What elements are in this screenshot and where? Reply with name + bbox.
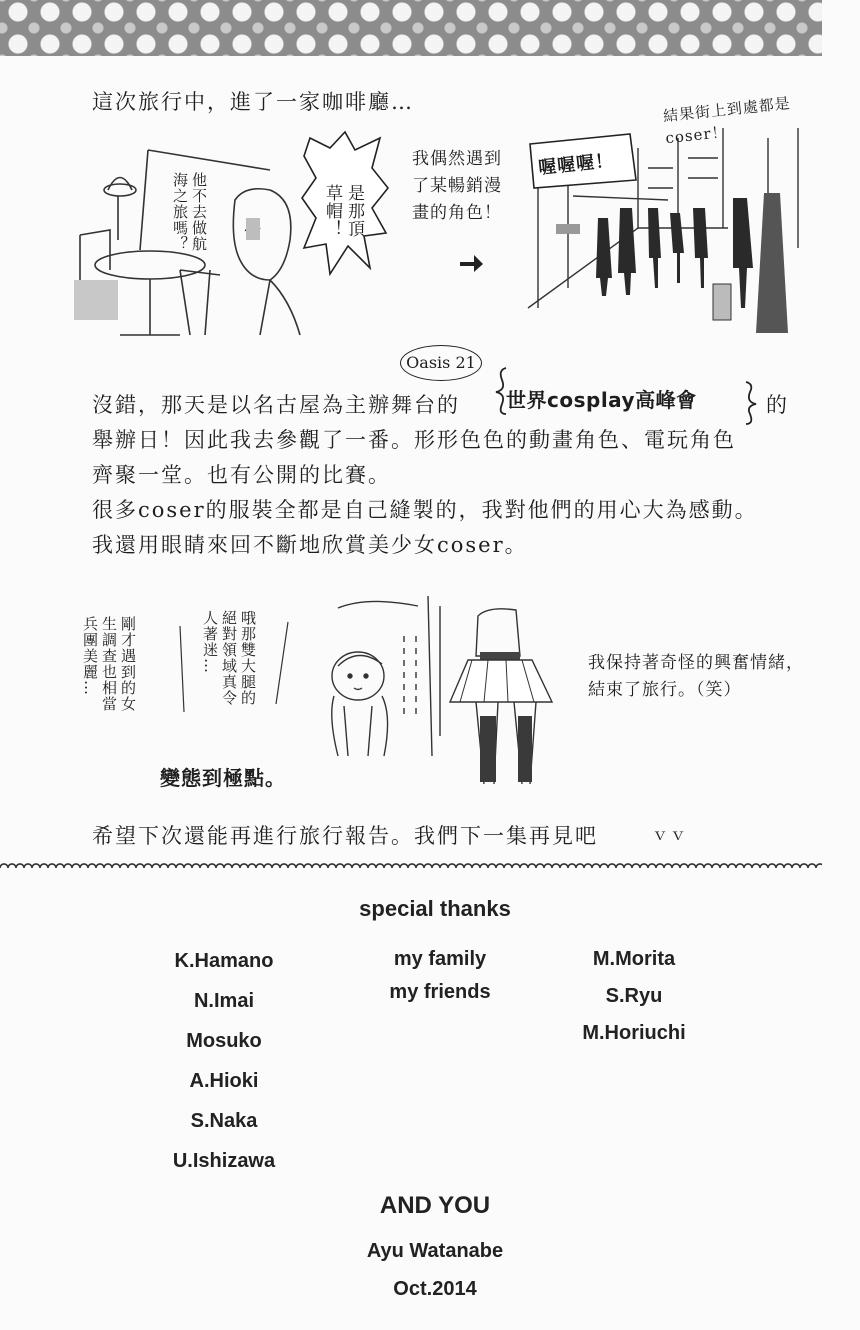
author-name: Ayu Watanabe [366, 1240, 504, 1262]
pervert-label: 變態到極點。 [160, 766, 286, 790]
paragraph-line-3: 齊聚一堂。也有公開的比賽。 [92, 463, 391, 487]
paragraph-line-1-start: 沒錯，那天是以名古屋為主辦舞台的 [92, 393, 460, 417]
credit-name: my friends [389, 981, 491, 1003]
speech-bubble-thighs: 哦那雙大腿的絕對領域真令人著迷… [201, 610, 257, 706]
credit-name: my family [393, 948, 487, 970]
credits-heading: special thanks [359, 896, 511, 921]
event-name: 世界cosplay高峰會 [506, 388, 697, 412]
paragraph-line-4: 很多coser的服裝全都是自己縫製的，我對他們的用心大為感動。 [92, 498, 758, 522]
wavy-divider [0, 860, 822, 870]
paragraph-line-5: 我還用眼睛來回不斷地欣賞美少女coser。 [92, 533, 528, 557]
intro-line: 這次旅行中，進了一家咖啡廳… [92, 90, 414, 114]
paragraph-line-1-end: 的 [766, 393, 789, 417]
speech-bubble-straw-hat: 是那頂草帽！ [322, 184, 364, 238]
fan-girl-illustration [308, 596, 558, 784]
credits-column-left [134, 950, 314, 1190]
arrow-right-icon [458, 252, 484, 274]
credit-name: M.Horiuchi [582, 1022, 686, 1044]
polka-dot-border [0, 0, 822, 56]
oasis-21-label: Oasis 21 [400, 345, 482, 381]
credit-name: A.Hioki [189, 1070, 259, 1092]
credit-name: N.Imai [193, 990, 255, 1012]
speech-bubble-voyage: 他不去做航海之旅嗎？ [171, 172, 208, 252]
shout-sign-text: 喔喔喔！ [537, 150, 616, 179]
credits-column-middle [350, 948, 530, 1014]
credit-name: U.Ishizawa [172, 1150, 276, 1172]
credit-name: S.Naka [190, 1110, 258, 1132]
panel1-caption: 我偶然遇到了某暢銷漫畫的角色！ [412, 149, 502, 223]
date: Oct.2014 [393, 1278, 477, 1300]
speech-bubble-survey: 剛才遇到的女生調查也相當兵團美麗… [81, 616, 137, 712]
panel2-caption: 結果街上到處都是coser！ [662, 94, 792, 148]
credit-name: K.Hamano [174, 950, 274, 972]
brace-left-icon [494, 366, 508, 416]
credit-name: S.Ryu [605, 985, 663, 1007]
closing-line: 希望下次還能再進行旅行報告。我們下一集再見吧 [92, 824, 598, 848]
panel3-caption: 我保持著奇怪的興奮情緒，結束了旅行。（笑） [588, 653, 804, 700]
paragraph-line-2: 舉辦日！因此我去參觀了一番。形形色色的動畫角色、電玩角色 [92, 428, 736, 452]
and-you: AND YOU [379, 1192, 491, 1219]
credit-name: Mosuko [186, 1030, 262, 1052]
closing-hearts: ｖｖ [652, 825, 689, 844]
credit-name: M.Morita [592, 948, 676, 970]
credits-column-right [544, 948, 724, 1059]
brace-right-icon [744, 380, 758, 426]
